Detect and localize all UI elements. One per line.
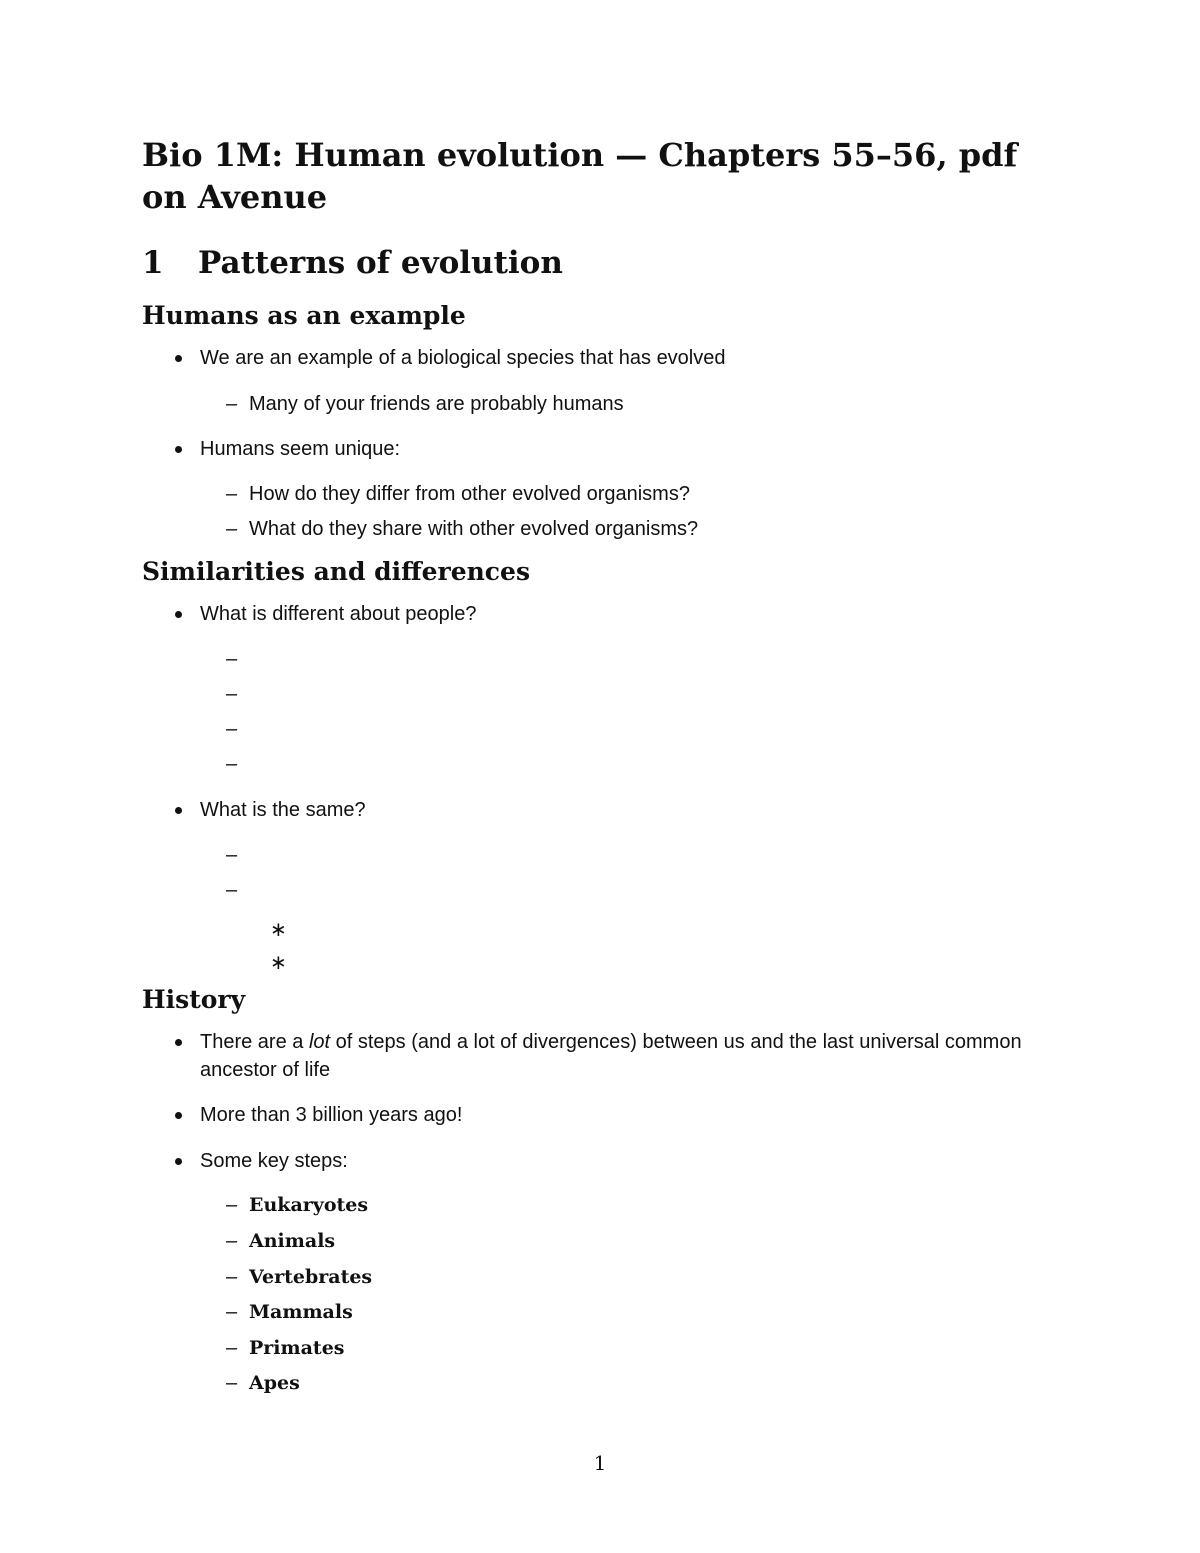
list-item: Some key steps:	[200, 1150, 348, 1172]
sub-list-item: What do they share with other evolved organisms?	[249, 518, 699, 540]
dash-marker: –	[226, 1337, 238, 1359]
bullet-icon	[172, 608, 184, 620]
dash-marker: –	[226, 1301, 238, 1323]
list-item: There are a lot of steps (and a lot of divergences) between us and the last universal common ancestor of life	[200, 1031, 1022, 1081]
bullet-icon	[172, 1109, 184, 1121]
subsection-heading-similarities: Similarities and differences	[142, 557, 531, 586]
star-marker: ∗	[270, 919, 287, 941]
document-title: Bio 1M: Human evolution — Chapters 55–56, pdf on Avenue	[142, 136, 1018, 216]
dash-marker: –	[226, 1230, 238, 1252]
dash-marker: –	[226, 718, 238, 740]
dash-marker: –	[226, 1372, 238, 1394]
section-title: Patterns of evolution	[198, 245, 563, 281]
step-item: Animals	[249, 1230, 336, 1252]
dash-marker: –	[226, 1266, 238, 1288]
step-item: Mammals	[249, 1301, 353, 1323]
dash-marker: –	[226, 844, 238, 866]
page-number: 1	[593, 1451, 607, 1475]
list-item: What is different about people?	[200, 603, 477, 625]
emphasis: lot	[308, 1031, 331, 1053]
dash-marker: –	[226, 753, 238, 775]
sub-list-item: Many of your friends are probably humans	[249, 393, 624, 415]
step-item: Apes	[249, 1372, 300, 1394]
bullet-icon	[172, 1036, 184, 1048]
list-item: We are an example of a biological species that has evolved	[200, 347, 726, 369]
bullet-icon	[172, 443, 184, 455]
star-marker: ∗	[270, 952, 287, 974]
dash-marker: –	[226, 683, 238, 705]
dash-marker: –	[226, 483, 238, 505]
list-item: What is the same?	[200, 799, 366, 821]
section-heading	[142, 243, 563, 283]
bullet-icon	[172, 352, 184, 364]
dash-marker: –	[226, 518, 238, 540]
dash-marker: –	[226, 393, 238, 415]
step-item: Vertebrates	[249, 1266, 373, 1288]
step-item: Eukaryotes	[249, 1194, 369, 1216]
step-item: Primates	[249, 1337, 345, 1359]
dash-marker: –	[226, 879, 238, 901]
dash-marker: –	[226, 1194, 238, 1216]
subsection-heading-humans: Humans as an example	[142, 301, 466, 330]
list-item: More than 3 billion years ago!	[200, 1104, 463, 1126]
subsection-heading-history: History	[142, 985, 246, 1014]
sub-list-item: How do they differ from other evolved organisms?	[249, 483, 690, 505]
bullet-icon	[172, 1155, 184, 1167]
bullet-icon	[172, 804, 184, 816]
list-item: Humans seem unique:	[200, 438, 401, 460]
section-number: 1	[142, 245, 164, 281]
dash-marker: –	[226, 648, 238, 670]
